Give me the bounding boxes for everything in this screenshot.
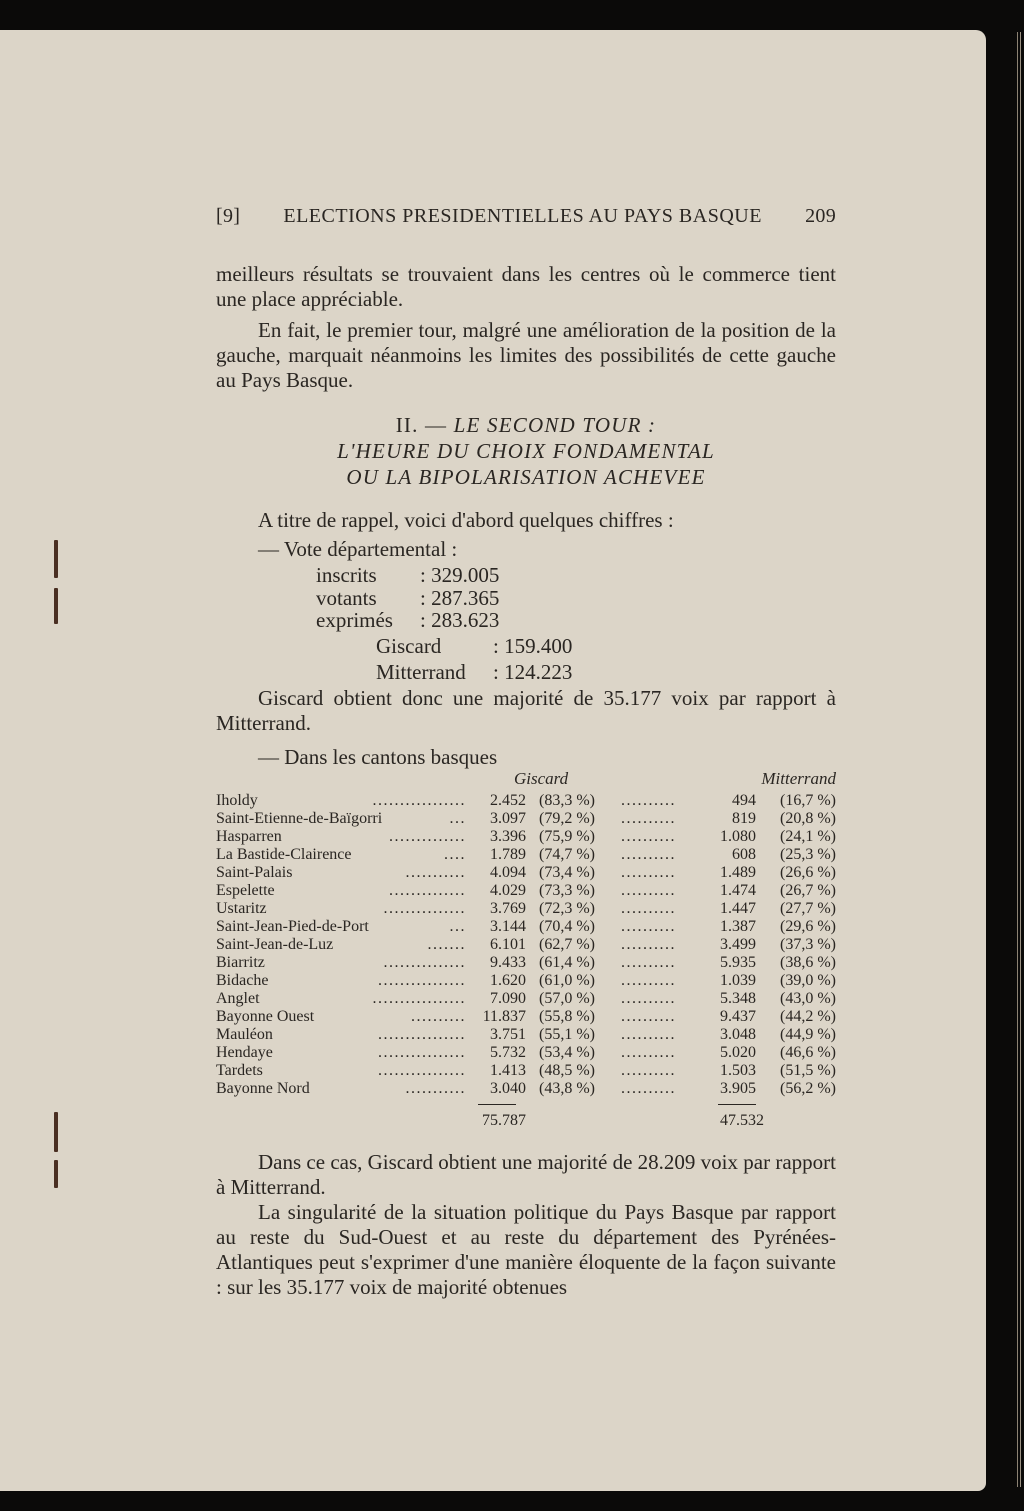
- canton-name: Saint-Etienne-de-Baïgorri: [216, 810, 383, 827]
- leader-dots: ................: [378, 1044, 466, 1061]
- giscard-percent: (74,7 %): [539, 846, 595, 863]
- leader-dots: ..........: [621, 1080, 676, 1097]
- header-mitterrand: Mitterrand: [761, 769, 836, 788]
- mitterrand-votes: 1.387: [720, 918, 756, 935]
- table-row: [216, 1008, 836, 1026]
- header-giscard: Giscard: [514, 769, 569, 788]
- stat-giscard: Giscard : 159.400: [376, 634, 573, 658]
- canton-name: Espelette: [216, 882, 275, 899]
- mitterrand-percent: (26,7 %): [780, 882, 836, 899]
- mitterrand-percent: (44,2 %): [780, 1008, 836, 1025]
- giscard-votes: 1.789: [490, 846, 526, 863]
- table-row: [216, 1026, 836, 1044]
- mitterrand-percent: (56,2 %): [780, 1080, 836, 1097]
- giscard-votes: 1.413: [490, 1062, 526, 1079]
- leader-dots: ..........: [621, 882, 676, 899]
- leader-dots: ..........: [621, 1044, 676, 1061]
- mitterrand-votes: 608: [732, 846, 756, 863]
- mitterrand-percent: (43,0 %): [780, 990, 836, 1007]
- table-row: [216, 936, 836, 954]
- paragraph-6: — Dans les cantons basques: [258, 745, 498, 769]
- table-row: [216, 1080, 836, 1098]
- binding-stitch: [54, 1112, 58, 1152]
- mitterrand-percent: (20,8 %): [780, 810, 836, 827]
- cantons-table: [216, 770, 836, 1138]
- canton-name: Tardets: [216, 1062, 263, 1079]
- leader-dots: ..........: [621, 828, 676, 845]
- leader-dots: ..........: [621, 864, 676, 881]
- giscard-votes: 3.144: [490, 918, 526, 935]
- giscard-percent: (61,4 %): [539, 954, 595, 971]
- canton-name: Anglet: [216, 990, 260, 1007]
- total-rule: [718, 1104, 756, 1105]
- heading-prefix: II. —: [395, 413, 454, 437]
- canton-name: Iholdy: [216, 792, 258, 809]
- leader-dots: ................: [378, 1062, 466, 1079]
- paragraph-1: meilleurs résultats se trouvaient dans les centres où le commerce tient une place appréciable.: [216, 262, 836, 311]
- section-number: [9]: [216, 205, 241, 227]
- mitterrand-votes: 5.935: [720, 954, 756, 971]
- canton-name: Saint-Palais: [216, 864, 293, 881]
- table-row: [216, 792, 836, 810]
- giscard-percent: (70,4 %): [539, 918, 595, 935]
- stat-exprimes: exprimés : 283.623: [316, 608, 500, 632]
- giscard-votes: 6.101: [490, 936, 526, 953]
- mitterrand-votes: 1.489: [720, 864, 756, 881]
- leader-dots: ...: [449, 918, 466, 935]
- leader-dots: ..............: [389, 828, 466, 845]
- stat-inscrits: inscrits : 329.005: [316, 563, 500, 587]
- giscard-votes: 5.732: [490, 1044, 526, 1061]
- mitterrand-percent: (39,0 %): [780, 972, 836, 989]
- leader-dots: ..........: [621, 1008, 676, 1025]
- paragraph-5: Giscard obtient donc une majorité de 35.177 voix par rapport à Mitterrand.: [216, 686, 836, 735]
- mitterrand-votes: 3.905: [720, 1080, 756, 1097]
- canton-name: Bayonne Ouest: [216, 1008, 315, 1025]
- table-row: [216, 900, 836, 918]
- paragraph-3: A titre de rappel, voici d'abord quelques chiffres :: [258, 508, 674, 532]
- leader-dots: ..........: [621, 1062, 676, 1079]
- leader-dots: ..........: [621, 792, 676, 809]
- giscard-percent: (48,5 %): [539, 1062, 595, 1079]
- canton-name: Saint-Jean-de-Luz: [216, 936, 334, 953]
- leader-dots: ..........: [621, 972, 676, 989]
- mitterrand-percent: (37,3 %): [780, 936, 836, 953]
- page-number: 209: [805, 205, 836, 227]
- canton-name: Bayonne Nord: [216, 1080, 310, 1097]
- stat-mitterrand: Mitterrand : 124.223: [376, 660, 573, 684]
- mitterrand-votes: 3.499: [720, 936, 756, 953]
- table-header: [216, 770, 836, 792]
- table-row: [216, 1062, 836, 1080]
- mitterrand-votes: 1.474: [720, 882, 756, 899]
- leader-dots: ................: [378, 1026, 466, 1043]
- table-row: [216, 810, 836, 828]
- table-row: [216, 1044, 836, 1062]
- mitterrand-percent: (24,1 %): [780, 828, 836, 845]
- table-row: [216, 828, 836, 846]
- total-rule: [478, 1104, 516, 1105]
- giscard-percent: (61,0 %): [539, 972, 595, 989]
- giscard-votes: 4.029: [490, 882, 526, 899]
- mitterrand-votes: 5.348: [720, 990, 756, 1007]
- leader-dots: ...........: [405, 1080, 466, 1097]
- heading-line-2: L'HEURE DU CHOIX FONDAMENTAL: [337, 439, 715, 463]
- giscard-percent: (73,4 %): [539, 864, 595, 881]
- leader-dots: ..........: [621, 846, 676, 863]
- giscard-votes: 3.097: [490, 810, 526, 827]
- mitterrand-percent: (16,7 %): [780, 792, 836, 809]
- canton-name: Mauléon: [216, 1026, 273, 1043]
- stat-votants: votants : 287.365: [316, 586, 500, 610]
- mitterrand-percent: (44,9 %): [780, 1026, 836, 1043]
- giscard-percent: (83,3 %): [539, 792, 595, 809]
- binding-stitch: [54, 1160, 58, 1188]
- mitterrand-percent: (27,7 %): [780, 900, 836, 917]
- canton-name: Biarritz: [216, 954, 265, 971]
- running-header: [216, 205, 836, 228]
- mitterrand-votes: 9.437: [720, 1008, 756, 1025]
- leader-dots: ...............: [383, 900, 466, 917]
- leader-dots: ..........: [621, 810, 676, 827]
- giscard-votes: 3.751: [490, 1026, 526, 1043]
- giscard-percent: (62,7 %): [539, 936, 595, 953]
- giscard-percent: (55,1 %): [539, 1026, 595, 1043]
- page-edge: [1020, 32, 1021, 1487]
- mitterrand-votes: 1.039: [720, 972, 756, 989]
- giscard-votes: 2.452: [490, 792, 526, 809]
- giscard-votes: 3.769: [490, 900, 526, 917]
- paragraph-8: La singularité de la situation politique du Pays Basque par rapport au reste du Sud-Ouest et au reste du département des Pyrénées-Atlantiques peut s'exprimer d'une manière éloquente de la façon suivante : sur les 35.177 voix de majorité obtenues: [216, 1200, 836, 1299]
- leader-dots: ...: [449, 810, 466, 827]
- leader-dots: ..........: [621, 936, 676, 953]
- leader-dots: .......: [427, 936, 466, 953]
- paragraph-7: Dans ce cas, Giscard obtient une majorité de 28.209 voix par rapport à Mitterrand.: [216, 1150, 836, 1199]
- leader-dots: ...............: [383, 954, 466, 971]
- giscard-percent: (73,3 %): [539, 882, 595, 899]
- total-mitterrand: 47.532: [720, 1112, 764, 1129]
- mitterrand-votes: 819: [732, 810, 756, 827]
- canton-name: Hasparren: [216, 828, 282, 845]
- mitterrand-votes: 1.447: [720, 900, 756, 917]
- mitterrand-votes: 1.080: [720, 828, 756, 845]
- leader-dots: .................: [372, 792, 466, 809]
- mitterrand-percent: (26,6 %): [780, 864, 836, 881]
- giscard-percent: (75,9 %): [539, 828, 595, 845]
- leader-dots: ..........: [411, 1008, 466, 1025]
- giscard-votes: 3.396: [490, 828, 526, 845]
- binding-stitch: [54, 540, 58, 578]
- mitterrand-votes: 1.503: [720, 1062, 756, 1079]
- table-row: [216, 990, 836, 1008]
- giscard-percent: (53,4 %): [539, 1044, 595, 1061]
- giscard-votes: 3.040: [490, 1080, 526, 1097]
- table-row: [216, 954, 836, 972]
- giscard-votes: 9.433: [490, 954, 526, 971]
- paragraph-2: En fait, le premier tour, malgré une amélioration de la position de la gauche, marquait néanmoins les limites des possibilités de cette gauche au Pays Basque.: [216, 318, 836, 392]
- mitterrand-votes: 3.048: [720, 1026, 756, 1043]
- canton-name: La Bastide-Clairence: [216, 846, 352, 863]
- section-heading: [216, 412, 836, 490]
- mitterrand-percent: (25,3 %): [780, 846, 836, 863]
- leader-dots: ..............: [389, 882, 466, 899]
- giscard-percent: (79,2 %): [539, 810, 595, 827]
- canton-name: Bidache: [216, 972, 269, 989]
- heading-line-1: LE SECOND TOUR :: [453, 413, 657, 437]
- giscard-percent: (43,8 %): [539, 1080, 595, 1097]
- mitterrand-votes: 5.020: [720, 1044, 756, 1061]
- running-title: ELECTIONS PRESIDENTIELLES AU PAYS BASQUE: [283, 205, 762, 227]
- canton-name: Hendaye: [216, 1044, 273, 1061]
- leader-dots: .................: [372, 990, 466, 1007]
- leader-dots: ..........: [621, 954, 676, 971]
- leader-dots: ................: [378, 972, 466, 989]
- mitterrand-percent: (46,6 %): [780, 1044, 836, 1061]
- giscard-votes: 1.620: [490, 972, 526, 989]
- leader-dots: ..........: [621, 900, 676, 917]
- giscard-votes: 4.094: [490, 864, 526, 881]
- leader-dots: ...........: [405, 864, 466, 881]
- page-edge: [1017, 32, 1018, 1487]
- mitterrand-percent: (51,5 %): [780, 1062, 836, 1079]
- binding-stitch: [54, 588, 58, 624]
- giscard-percent: (55,8 %): [539, 1008, 595, 1025]
- table-row: [216, 918, 836, 936]
- mitterrand-percent: (38,6 %): [780, 954, 836, 971]
- table-row: [216, 846, 836, 864]
- canton-name: Ustaritz: [216, 900, 267, 917]
- table-row: [216, 882, 836, 900]
- giscard-percent: (57,0 %): [539, 990, 595, 1007]
- leader-dots: ..........: [621, 990, 676, 1007]
- total-giscard: 75.787: [482, 1112, 526, 1129]
- heading-line-3: OU LA BIPOLARISATION ACHEVEE: [346, 465, 706, 489]
- giscard-votes: 7.090: [490, 990, 526, 1007]
- leader-dots: ..........: [621, 1026, 676, 1043]
- leader-dots: ....: [444, 846, 466, 863]
- giscard-percent: (72,3 %): [539, 900, 595, 917]
- canton-name: Saint-Jean-Pied-de-Port: [216, 918, 369, 935]
- table-row: [216, 864, 836, 882]
- table-row: [216, 972, 836, 990]
- table-totals: [216, 1098, 836, 1138]
- mitterrand-percent: (29,6 %): [780, 918, 836, 935]
- mitterrand-votes: 494: [732, 792, 756, 809]
- giscard-votes: 11.837: [482, 1008, 526, 1025]
- leader-dots: ..........: [621, 918, 676, 935]
- paragraph-4: — Vote départemental :: [258, 537, 458, 561]
